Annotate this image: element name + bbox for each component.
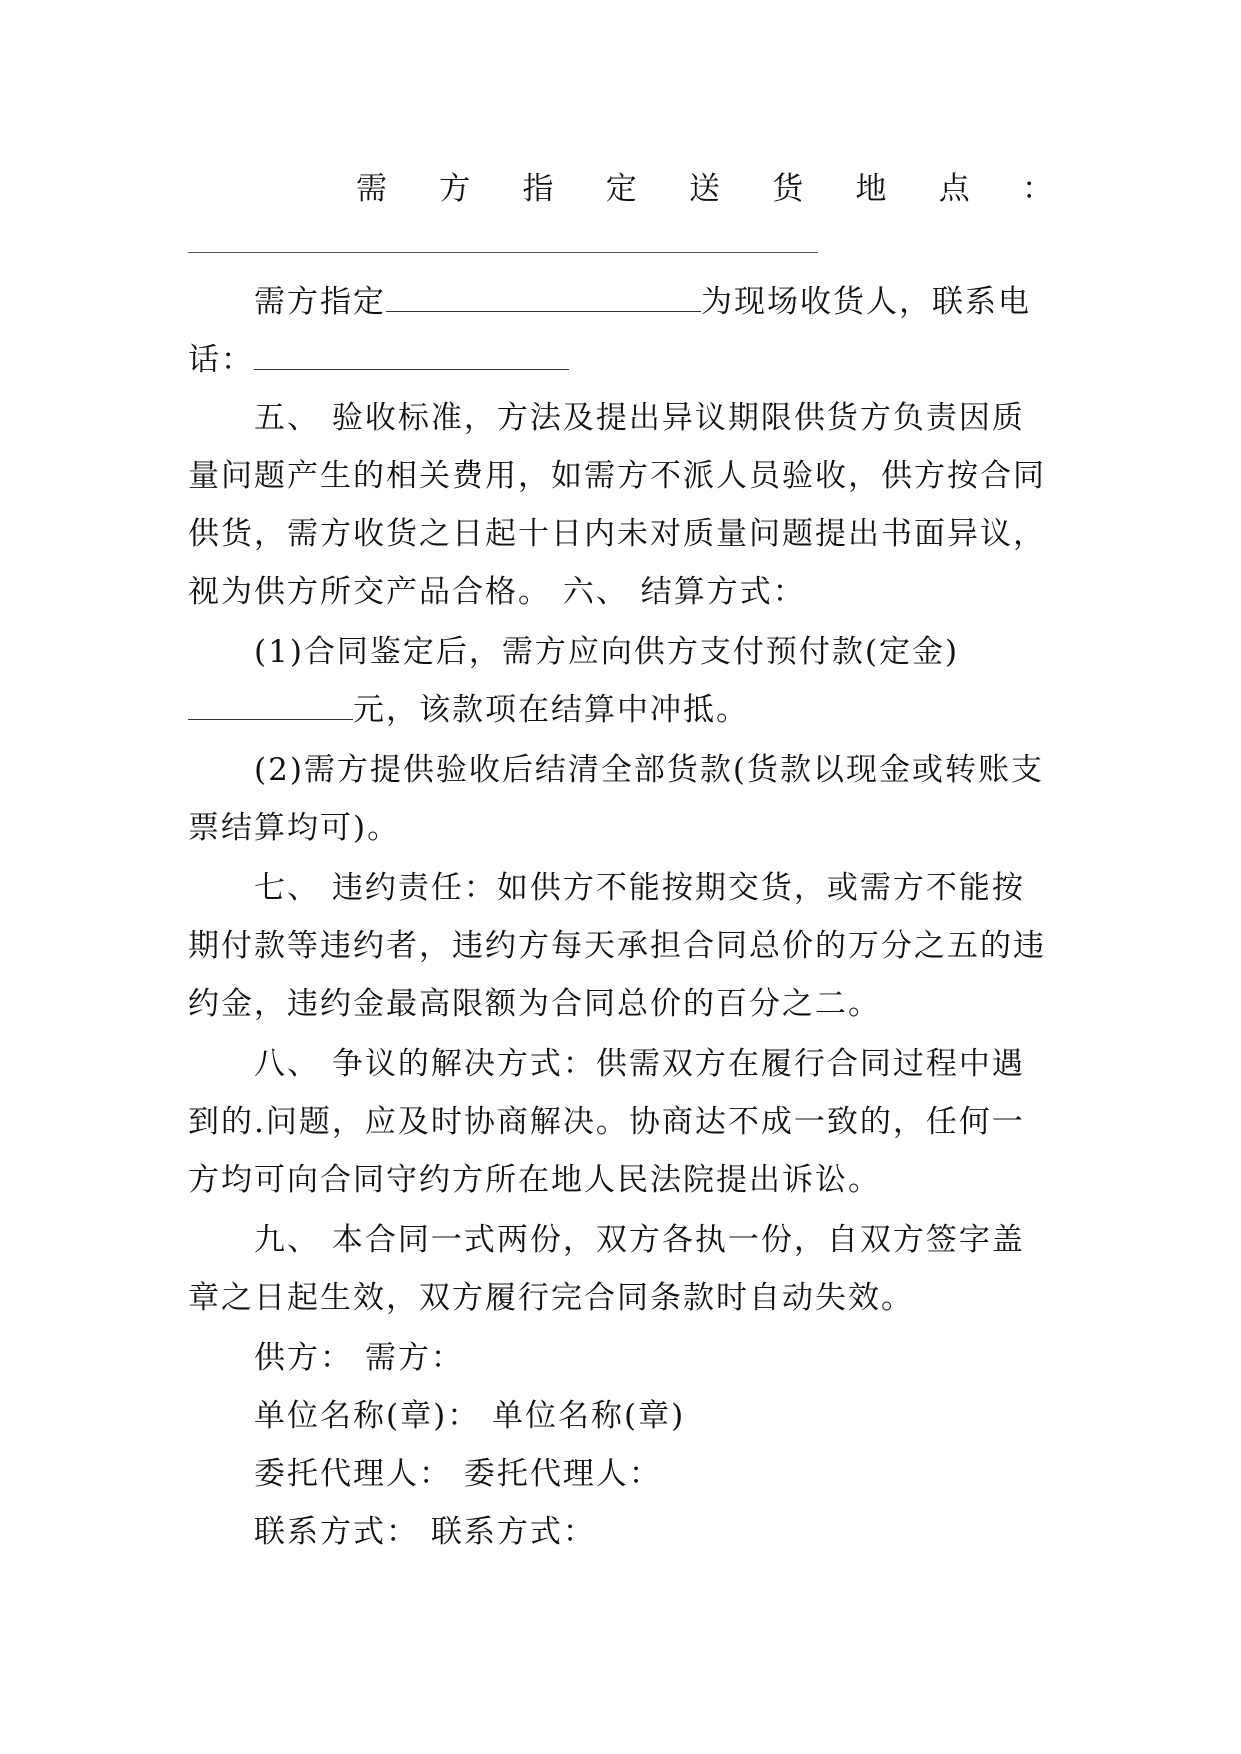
delivery-location-heading: [188, 160, 1053, 218]
section-8-paragraph: 八、 争议的解决方式：供需双方在履行合同过程中遇到的.问题，应及时协商解决。协商达不成一致的，任何一方均可向合同守约方所在地人民法院提出诉讼。: [188, 1046, 1025, 1198]
heading-char: 需: [356, 171, 387, 207]
delivery-address-blank: [188, 252, 818, 253]
section-5-paragraph: 五、 验收标准，方法及提出异议期限供货方负责因质量问题产生的相关费用，如需方不派人员验收，供方按合同供货，需方收货之日起十日内未对质量问题提出书面异议，视为供方所交产品合格。 六、 结算方式：: [188, 400, 1046, 610]
heading-char: 定: [605, 171, 637, 207]
payment-1-prefix: (1)合同鉴定后，需方应向供方支付预付款(定金): [254, 634, 960, 670]
payment-1-suffix: 元，该款项在结算中冲抵。: [353, 692, 749, 728]
heading-char: 地: [855, 171, 887, 207]
signature-agent: 委托代理人： 委托代理人：: [254, 1456, 662, 1492]
section-9-paragraph: 九、 本合同一式两份，双方各执一份，自双方签字盖章之日起生效，双方履行完合同条款时自动失效。: [188, 1222, 1025, 1316]
signature-contact: 联系方式： 联系方式：: [254, 1514, 596, 1550]
heading-char: 货: [772, 171, 804, 207]
deposit-blank: [188, 689, 353, 720]
heading-char: ：: [1022, 171, 1053, 207]
contact-suffix: 为现场收货人，联系电: [701, 284, 1031, 320]
contact-paragraph: [188, 273, 1053, 389]
receiver-blank: [386, 281, 701, 312]
signature-parties: 供方： 需方：: [254, 1340, 464, 1376]
phone-blank: [254, 339, 569, 370]
heading-char: 点: [938, 171, 970, 207]
contact-prefix: 需方指定: [254, 284, 386, 320]
phone-label: 话：: [188, 342, 254, 378]
payment-1-paragraph: [188, 623, 1053, 739]
document-body: [188, 160, 1053, 1561]
heading-char: 送: [689, 171, 720, 207]
heading-char: 方: [439, 171, 471, 207]
section-7-paragraph: 七、 违约责任：如供方不能按期交货，或需方不能按期付款等违约者，违约方每天承担合同总价的万分之五的违约金，违约金最高限额为合同总价的百分之二。: [188, 870, 1046, 1022]
signature-unit-name: 单位名称(章)： 单位名称(章): [254, 1398, 686, 1434]
payment-2-paragraph: (2)需方提供验收后结清全部货款(货款以现金或转账支票结算均可)。: [188, 752, 1045, 846]
heading-char: 指: [522, 171, 554, 207]
